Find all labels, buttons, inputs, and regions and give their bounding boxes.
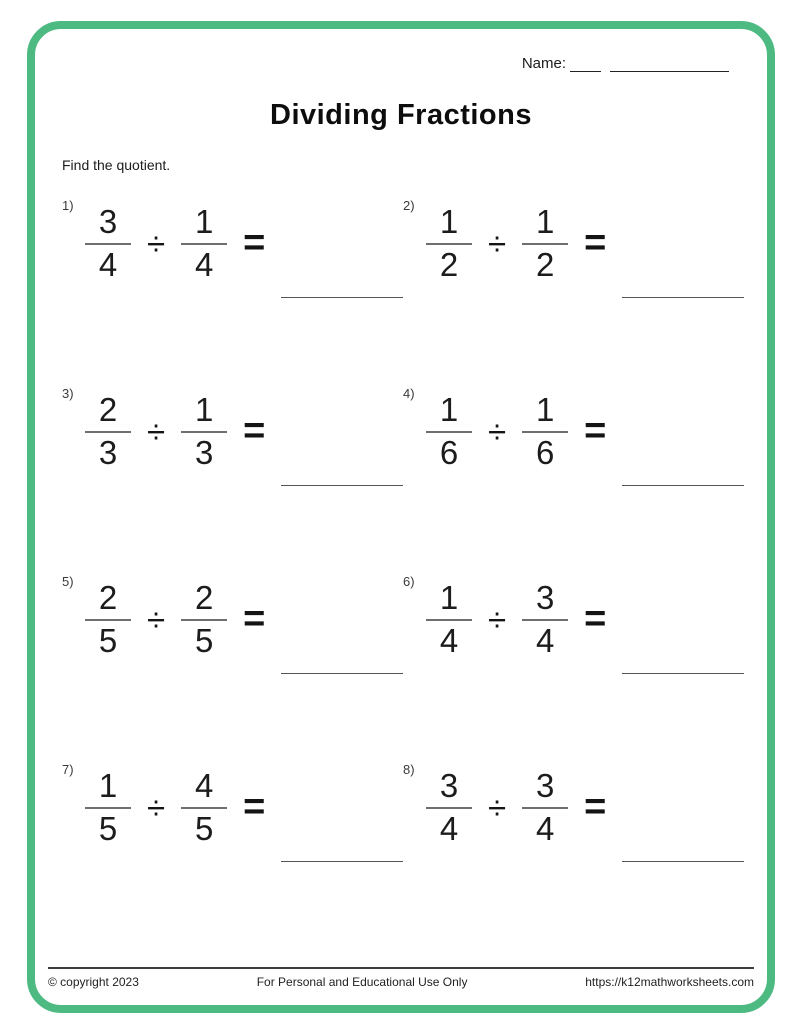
name-blank-line[interactable]	[570, 56, 601, 72]
problem-1	[62, 200, 403, 286]
problem-3	[62, 388, 403, 474]
dividend-fraction	[426, 580, 472, 660]
dividend-fraction	[85, 392, 131, 472]
equals-sign: =	[243, 598, 266, 641]
problem-expression	[426, 204, 744, 284]
name-row	[522, 55, 729, 72]
denominator: 2	[439, 245, 459, 283]
divide-sign: ÷	[488, 412, 507, 450]
footer	[48, 967, 754, 989]
fraction-bar	[85, 807, 131, 809]
dividend-fraction	[85, 204, 131, 284]
website-link[interactable]: https://k12mathworksheets.com	[585, 975, 754, 989]
denominator: 4	[439, 809, 459, 847]
denominator: 6	[535, 433, 555, 471]
fraction-bar	[426, 619, 472, 621]
numerator: 1	[439, 203, 459, 240]
answer-blank[interactable]	[622, 861, 744, 862]
problem-expression	[85, 580, 403, 660]
problem-expression	[85, 768, 403, 848]
denominator: 4	[98, 245, 118, 283]
divide-sign: ÷	[147, 788, 166, 826]
divisor-fraction	[522, 580, 568, 660]
fraction-bar	[522, 619, 568, 621]
fraction-bar	[181, 619, 227, 621]
fraction-bar	[181, 243, 227, 245]
answer-blank[interactable]	[622, 297, 744, 298]
fraction-bar	[426, 243, 472, 245]
dividend-fraction	[426, 392, 472, 472]
problem-number: 8)	[403, 762, 415, 777]
numerator: 1	[535, 203, 555, 240]
fraction-bar	[522, 243, 568, 245]
problem-expression	[85, 392, 403, 472]
problem-expression	[426, 580, 744, 660]
denominator: 3	[194, 433, 214, 471]
problem-6	[403, 576, 744, 662]
answer-blank[interactable]	[281, 297, 403, 298]
answer-blank[interactable]	[281, 485, 403, 486]
fraction-bar	[522, 431, 568, 433]
numerator: 3	[535, 579, 555, 616]
numerator: 1	[535, 391, 555, 428]
numerator: 1	[439, 579, 459, 616]
equals-sign: =	[243, 222, 266, 265]
answer-blank[interactable]	[622, 485, 744, 486]
denominator: 4	[194, 245, 214, 283]
equals-sign: =	[243, 410, 266, 453]
numerator: 4	[194, 767, 214, 804]
equals-sign: =	[243, 786, 266, 829]
numerator: 1	[439, 391, 459, 428]
copyright-text: © copyright 2023	[48, 975, 139, 989]
fraction-bar	[85, 431, 131, 433]
problem-expression	[85, 204, 403, 284]
denominator: 4	[535, 809, 555, 847]
name-label: Name:	[521, 55, 566, 72]
fraction-bar	[426, 807, 472, 809]
divisor-fraction	[181, 204, 227, 284]
denominator: 6	[439, 433, 459, 471]
problem-4	[403, 388, 744, 474]
numerator: 2	[194, 579, 214, 616]
denominator: 2	[535, 245, 555, 283]
dividend-fraction	[426, 204, 472, 284]
divide-sign: ÷	[147, 412, 166, 450]
denominator: 4	[535, 621, 555, 659]
numerator: 1	[98, 767, 118, 804]
problem-2	[403, 200, 744, 286]
dividend-fraction	[85, 580, 131, 660]
answer-blank[interactable]	[281, 861, 403, 862]
dividend-fraction	[85, 768, 131, 848]
problem-number: 7)	[62, 762, 74, 777]
fraction-bar	[85, 619, 131, 621]
denominator: 5	[194, 809, 214, 847]
problem-8	[403, 764, 744, 850]
equals-sign: =	[584, 222, 607, 265]
divisor-fraction	[181, 580, 227, 660]
dividend-fraction	[426, 768, 472, 848]
divisor-fraction	[522, 204, 568, 284]
denominator: 5	[98, 809, 118, 847]
problem-5	[62, 576, 403, 662]
equals-sign: =	[584, 786, 607, 829]
problem-number: 3)	[62, 386, 74, 401]
usage-text: For Personal and Educational Use Only	[256, 975, 468, 989]
problem-number: 2)	[403, 198, 415, 213]
problem-7	[62, 764, 403, 850]
page-title: Dividing Fractions	[270, 99, 532, 131]
equals-sign: =	[584, 598, 607, 641]
denominator: 5	[194, 621, 214, 659]
numerator: 3	[535, 767, 555, 804]
denominator: 5	[98, 621, 118, 659]
denominator: 4	[439, 621, 459, 659]
instruction-text: Find the quotient.	[62, 157, 171, 173]
divide-sign: ÷	[488, 224, 507, 262]
fraction-bar	[426, 431, 472, 433]
divide-sign: ÷	[488, 788, 507, 826]
problems-grid	[62, 200, 744, 850]
divisor-fraction	[181, 768, 227, 848]
denominator: 3	[98, 433, 118, 471]
fraction-bar	[522, 807, 568, 809]
fraction-bar	[85, 243, 131, 245]
divide-sign: ÷	[488, 600, 507, 638]
numerator: 2	[98, 579, 118, 616]
divide-sign: ÷	[147, 600, 166, 638]
fraction-bar	[181, 807, 227, 809]
problem-expression	[426, 768, 744, 848]
equals-sign: =	[584, 410, 607, 453]
problem-number: 4)	[403, 386, 415, 401]
numerator: 3	[439, 767, 459, 804]
divisor-fraction	[522, 392, 568, 472]
fraction-bar	[181, 431, 227, 433]
numerator: 1	[194, 203, 214, 240]
worksheet-border	[27, 21, 775, 1013]
name-blank-line[interactable]	[610, 56, 729, 72]
divisor-fraction	[181, 392, 227, 472]
numerator: 1	[194, 391, 214, 428]
divide-sign: ÷	[147, 224, 166, 262]
problem-number: 1)	[62, 198, 74, 213]
numerator: 3	[98, 203, 118, 240]
numerator: 2	[98, 391, 118, 428]
divisor-fraction	[522, 768, 568, 848]
problem-expression	[426, 392, 744, 472]
answer-blank[interactable]	[622, 673, 744, 674]
problem-number: 5)	[62, 574, 74, 589]
answer-blank[interactable]	[281, 673, 403, 674]
problem-number: 6)	[403, 574, 415, 589]
